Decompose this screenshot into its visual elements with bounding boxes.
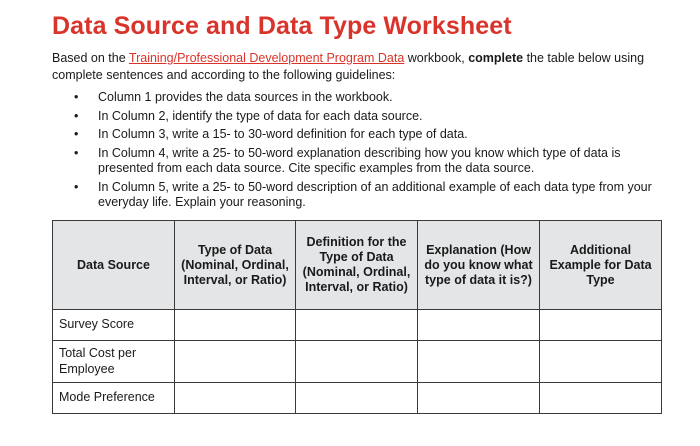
type-cell[interactable] — [175, 310, 296, 341]
header-definition: Definition for the Type of Data (Nominal, Ordinal, Interval, or Ratio) — [296, 221, 418, 310]
intro-paragraph — [52, 50, 662, 83]
table-row — [53, 383, 662, 414]
intro-text-start: Based on the — [52, 51, 129, 65]
guideline-text: In Column 5, write a 25- to 50-word description of an additional example of each data type from your everyday life. Explain your reasoning. — [98, 179, 652, 209]
guideline-text: In Column 2, identify the type of data for each data source. — [98, 108, 423, 123]
workbook-link[interactable]: Training/Professional Development Program Data — [128, 51, 405, 65]
intro-text-middle: workbook, — [404, 51, 469, 65]
example-cell[interactable] — [540, 341, 662, 383]
header-data-source: Data Source — [53, 221, 175, 310]
definition-cell[interactable] — [296, 341, 418, 383]
type-cell[interactable] — [175, 383, 296, 414]
guideline-text: Column 1 provides the data sources in the workbook. — [98, 90, 393, 104]
example-cell[interactable] — [540, 310, 662, 341]
explanation-cell[interactable] — [418, 383, 540, 414]
page-title: Data Source and Data Type Worksheet — [52, 12, 512, 40]
header-additional-example: Additional Example for Data Type — [540, 221, 662, 310]
header-explanation: Explanation (How do you know what type of data it is?) — [418, 221, 540, 310]
bullet-icon: • — [74, 90, 79, 104]
intro-text-end: the table below using complete sentences and according to the following guidelines: — [52, 51, 645, 82]
guideline-item — [52, 109, 672, 125]
guideline-text: In Column 3, write a 15- to 30-word definition for each type of data. — [98, 127, 468, 141]
guideline-text: In Column 4, write a 25- to 50-word explanation describing how you know which type of data is presented from each data source. Cite specific examples from the data source. — [98, 145, 621, 175]
definition-cell[interactable] — [296, 310, 418, 341]
row-source-cell: Mode Preference — [53, 383, 175, 414]
explanation-cell[interactable] — [418, 341, 540, 383]
type-cell[interactable] — [175, 341, 296, 383]
table-header-row — [53, 221, 662, 310]
definition-cell[interactable] — [296, 383, 418, 414]
header-type-of-data: Type of Data (Nominal, Ordinal, Interval, or Ratio) — [175, 221, 296, 310]
guideline-item — [52, 180, 672, 211]
worksheet-table — [52, 220, 662, 414]
table-row — [53, 310, 662, 341]
intro-bold-word: complete — [468, 51, 524, 65]
guideline-item — [52, 146, 672, 177]
example-cell[interactable] — [540, 383, 662, 414]
row-source-cell: Survey Score — [53, 310, 175, 341]
explanation-cell[interactable] — [418, 310, 540, 341]
guideline-item — [52, 127, 672, 143]
bullet-icon: • — [74, 127, 79, 141]
bullet-icon: • — [74, 179, 79, 194]
table-row — [53, 341, 662, 383]
bullet-icon: • — [74, 108, 79, 123]
guideline-item — [52, 90, 672, 106]
guidelines-list — [52, 90, 672, 214]
bullet-icon: • — [74, 145, 79, 160]
row-source-cell: Total Cost per Employee — [53, 341, 175, 383]
